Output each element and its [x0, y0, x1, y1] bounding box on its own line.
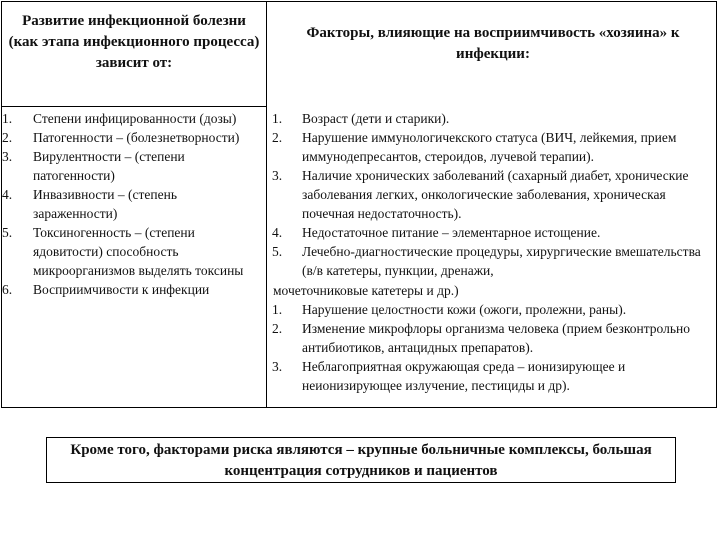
header-left: Развитие инфекционной болезни (как этапа инфекционного процесса) зависит от: — [8, 13, 260, 71]
list-item: 3. Вирулентности – (степени патогенности) — [2, 149, 185, 183]
right-note: мочеточниковые катетеры и др.) — [273, 283, 459, 298]
list-item: 2. Патогенности – (болезнетворности) — [2, 130, 240, 145]
list-item: 6. Восприимчивости к инфекции — [2, 282, 210, 297]
header-right: Факторы, влияющие на восприимчивость «хозяина» к инфекции: — [306, 25, 680, 62]
list-item: 1. Нарушение целостности кожи (ожоги, пролежни, раны). — [272, 302, 627, 317]
list-item: 5. Лечебно-диагностические процедуры, хирургические вмешательства (в/в катетеры, пункции, дренажи, — [272, 244, 701, 278]
list-item: 2. Нарушение иммунологичекского статуса (ВИЧ, лейкемия, прием иммунодепресантов, стероидов, лучевой терапии). — [272, 130, 677, 164]
right-factor-list — [272, 109, 716, 280]
list-item: 4. Недостаточное питание – элементарное истощение. — [272, 225, 601, 240]
column-divider — [266, 2, 267, 407]
list-item: 5. Токсиногенность – (степени ядовитости) способность микроорганизмов выделять токсины — [2, 225, 244, 278]
list-item: 2. Изменение микрофлоры организма человека (прием безконтрольно антибиотиков, антацидных препаратов). — [272, 321, 690, 355]
list-item: 4. Инвазивности – (степень зараженности) — [2, 187, 177, 221]
risk-factors-box: Кроме того, факторами риска являются – крупные больничные комплексы, большая концентрация сотрудников и пациентов — [46, 437, 676, 483]
list-item: 3. Неблагоприятная окружающая среда – ионизирующее и неионизирующее излучение, пестициды и др). — [272, 359, 626, 393]
right-factor-list-2 — [272, 300, 716, 395]
factors-table — [1, 1, 717, 408]
header-divider-left — [2, 106, 266, 107]
list-item: 3. Наличие хронических заболеваний (сахарный диабет, хронические заболевания легких, онкологические заболевания, хроническая почечная недостаточность). — [272, 168, 689, 221]
left-factor-list — [2, 109, 260, 299]
list-item: 1. Степени инфицированности (дозы) — [2, 111, 237, 126]
list-item: 1. Возраст (дети и старики). — [272, 111, 450, 126]
